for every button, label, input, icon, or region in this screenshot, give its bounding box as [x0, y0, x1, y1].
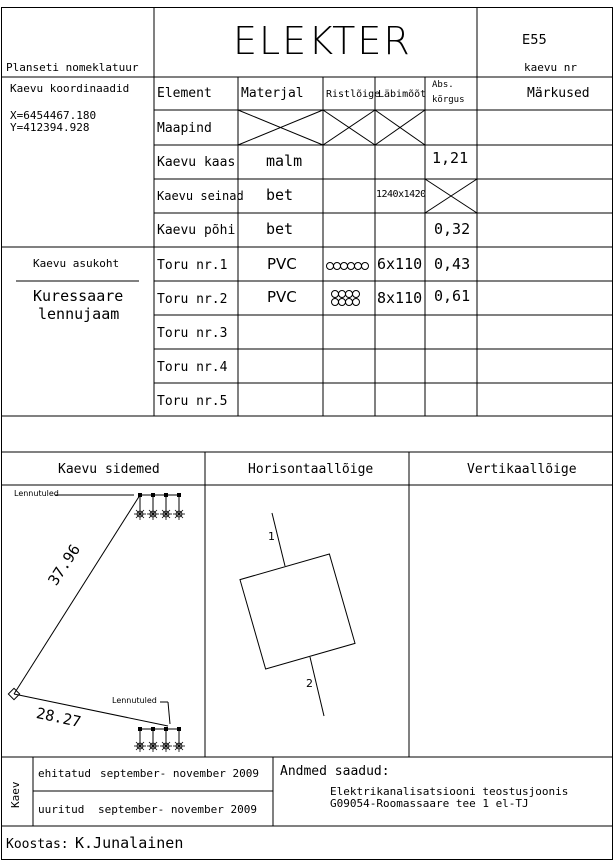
row-element: Toru nr.4 — [157, 360, 228, 375]
lights-label-bottom: Lennutuled — [112, 696, 157, 705]
pipe-cross-section-6-icon — [327, 263, 369, 270]
location-line-1: Kuressaare — [33, 287, 124, 305]
header-diameter: Läbimõõt — [378, 89, 427, 100]
row-element: Kaevu põhi — [157, 223, 236, 238]
row-element: Toru nr.2 — [157, 292, 228, 307]
row-element: Toru nr.3 — [157, 326, 228, 341]
data-source-label: Andmed saadud: — [280, 764, 390, 779]
header-abs-2: kõrgus — [432, 95, 465, 105]
row-material: malm — [266, 152, 303, 170]
pipe-2-label: 2 — [306, 677, 313, 690]
header-notes: Märkused — [527, 86, 590, 101]
row-element: Toru nr.5 — [157, 394, 228, 409]
header-element: Element — [157, 86, 212, 101]
built-value: september- november 2009 — [100, 767, 259, 780]
row-element: Kaevu seinad — [157, 189, 244, 203]
pipe-1-label: 1 — [268, 530, 275, 543]
row-height: 0,61 — [434, 287, 471, 305]
well-number-label: kaevu nr — [524, 61, 577, 74]
header-material: Materjal — [241, 86, 304, 101]
row-material: bet — [266, 186, 294, 204]
row-element: Toru nr.1 — [157, 258, 228, 273]
page-title: ELEKTER — [233, 19, 412, 63]
header-abs-1: Abs. — [432, 80, 454, 90]
row-height: 0,43 — [434, 255, 471, 273]
nomenclature-label: Planseti nomeklatuur — [6, 61, 139, 74]
coords-label: Kaevu koordinaadid — [10, 82, 130, 95]
coord-x: X=6454467.180 — [10, 109, 97, 122]
distance-2-label: 28.27 — [34, 704, 83, 732]
row-height: 0,32 — [434, 220, 471, 238]
surveyed-label: uuritud — [38, 803, 85, 816]
row-diameter: 1240x1420 — [376, 189, 426, 200]
well-number: E55 — [522, 33, 547, 48]
row-height: 1,21 — [432, 149, 469, 167]
author-label: Koostas: — [6, 837, 69, 852]
row-element: Maapind — [157, 121, 212, 136]
section-vertical-title: Vertikaallõige — [467, 462, 577, 477]
kaev-label: Kaev — [9, 781, 22, 808]
location-label: Kaevu asukoht — [33, 257, 120, 270]
section-ties-title: Kaevu sidemed — [58, 462, 160, 477]
row-diameter: 6x110 — [377, 255, 423, 273]
row-material: PVC — [267, 255, 297, 273]
row-material: bet — [266, 220, 294, 238]
header-cross-section: Ristlõige — [326, 89, 381, 100]
row-material: PVC — [267, 288, 297, 306]
lights-label-top: Lennutuled — [14, 489, 59, 498]
distance-1-label: 37.96 — [44, 541, 85, 589]
pipe-cross-section-8-icon — [332, 291, 360, 306]
built-label: ehitatud — [38, 767, 91, 780]
surveyed-value: september- november 2009 — [98, 803, 257, 816]
airfield-light-icon — [134, 508, 185, 752]
data-source-line-2: G09054-Roomassaare tee 1 el-TJ — [330, 797, 529, 810]
location-line-2: lennujaam — [38, 305, 120, 323]
row-element: Kaevu kaas — [157, 155, 236, 170]
coord-y: Y=412394.928 — [10, 121, 90, 134]
data-source-line-1: Elektrikanalisatsiooni teostusjoonis — [330, 785, 569, 798]
author-name: K.Junalainen — [75, 834, 184, 852]
ties-drawing — [8, 495, 180, 746]
horizontal-section-drawing — [240, 513, 355, 716]
row-diameter: 8x110 — [377, 289, 423, 307]
section-horizontal-title: Horisontaallõige — [248, 462, 374, 477]
